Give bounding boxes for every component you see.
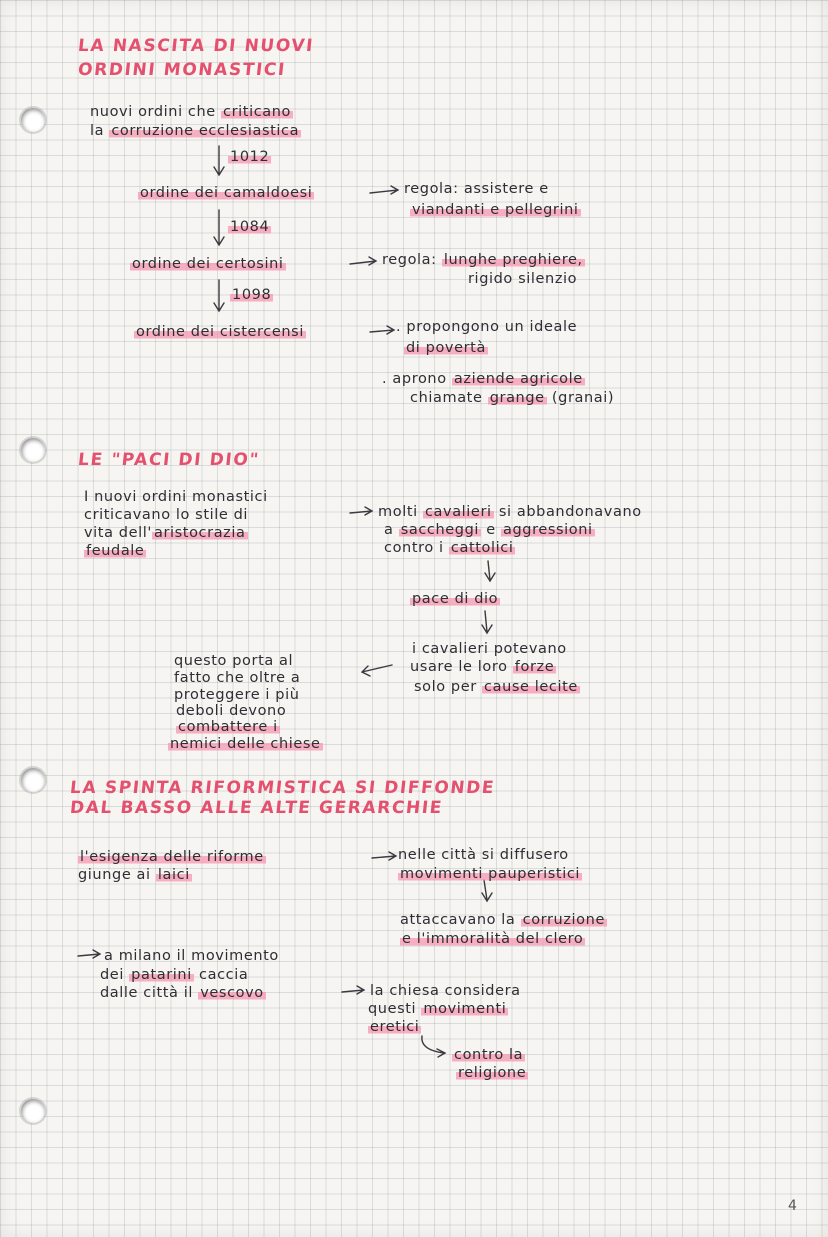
arrow-right-3 bbox=[370, 326, 394, 334]
rule-camaldoesi-line2 bbox=[410, 203, 581, 218]
arrow-curve-1 bbox=[422, 1036, 445, 1057]
s3-right-movimenti: movimenti pauperistici bbox=[400, 866, 581, 882]
s3-church-line1: la chiesa considera bbox=[370, 983, 521, 999]
s2-result-combattere: combattere i bbox=[178, 719, 278, 735]
s2-left-line2: criticavano lo stile di bbox=[84, 507, 249, 523]
s3-church-religione: religione bbox=[458, 1065, 527, 1081]
pace-di-dio-text: pace di dio bbox=[412, 591, 499, 607]
section1-title-line1: LA NASCITA DI NUOVI bbox=[77, 36, 316, 56]
s2-left-line3 bbox=[84, 526, 248, 541]
s2-left-line1: I nuovi ordini monastici bbox=[84, 489, 268, 505]
rule-certosini-label: regola: bbox=[382, 252, 442, 268]
rule-cistercensi-grange: grange bbox=[489, 390, 545, 406]
s3-church-movimenti: movimenti bbox=[423, 1001, 507, 1017]
year-1084 bbox=[228, 220, 271, 235]
section3-title-line2: DAL BASSO ALLE ALTE GERARCHIE bbox=[69, 798, 444, 818]
year-1084-text: 1084 bbox=[230, 219, 270, 235]
s3-milan-patarini: patarini bbox=[131, 967, 192, 983]
rule-certosini-line1 bbox=[382, 253, 585, 268]
rule-certosini-highlight: lunghe preghiere, bbox=[443, 252, 583, 268]
s3-church-line3 bbox=[368, 1020, 421, 1035]
pace-di-dio bbox=[410, 592, 500, 607]
section1-title-line2: ORDINI MONASTICI bbox=[77, 60, 287, 80]
s2-result-line3: proteggere i più bbox=[174, 687, 300, 703]
order-certosini bbox=[130, 257, 286, 272]
s3-church-contro: contro la bbox=[454, 1047, 524, 1063]
rule-cistercensi-aziende: aziende agricole bbox=[453, 371, 583, 387]
s2-right-line1 bbox=[378, 505, 642, 520]
s3-milan-line1: a milano il movimento bbox=[104, 948, 279, 964]
s2-knights-usare: usare le loro bbox=[410, 659, 513, 675]
year-1098 bbox=[230, 288, 273, 303]
s3-church-line5 bbox=[456, 1066, 528, 1081]
s2-result-line2: fatto che oltre a bbox=[174, 670, 301, 686]
rule-certosini-line2: rigido silenzio bbox=[468, 271, 578, 287]
s2-left-feudale: feudale bbox=[86, 543, 145, 559]
s3-right-line2 bbox=[398, 867, 582, 882]
order-certosini-text: ordine dei certosini bbox=[132, 256, 284, 272]
s2-right-line2 bbox=[384, 523, 595, 538]
arrow-right-4 bbox=[350, 507, 372, 515]
s2-left-vita: vita dell' bbox=[84, 525, 152, 541]
s3-church-eretici: eretici bbox=[370, 1019, 420, 1035]
s2-left-aristocrazia: aristocrazia bbox=[153, 525, 246, 541]
s2-right-line3 bbox=[384, 541, 515, 556]
s2-result-line4: deboli devono bbox=[176, 703, 287, 719]
s3-attack-immoralita: e l'immoralità del clero bbox=[402, 931, 584, 947]
s3-left-laici: laici bbox=[157, 867, 190, 883]
order-camaldoesi bbox=[138, 186, 314, 201]
s3-attack-line1 bbox=[400, 913, 607, 928]
s3-church-questi: questi bbox=[368, 1001, 422, 1017]
s3-left-line2 bbox=[78, 868, 192, 883]
s2-knights-line1: i cavalieri potevano bbox=[412, 641, 567, 657]
s2-knights-forze: forze bbox=[514, 659, 555, 675]
arrow-right-1 bbox=[370, 186, 398, 194]
order-camaldoesi-text: ordine dei camaldoesi bbox=[140, 185, 313, 201]
s2-right-e: e bbox=[481, 522, 501, 538]
arrow-down-1 bbox=[214, 146, 224, 175]
s2-right-a: a bbox=[384, 522, 399, 538]
s3-church-line4 bbox=[452, 1048, 525, 1063]
section3-title-line1: LA SPINTA RIFORMISTICA SI DIFFONDE bbox=[69, 778, 497, 798]
s3-left-giunge: giunge ai bbox=[78, 867, 156, 883]
s3-church-line2 bbox=[368, 1002, 508, 1017]
s2-knights-solo: solo per bbox=[414, 679, 483, 695]
s2-right-saccheggi: saccheggi bbox=[400, 522, 480, 538]
s2-right-cattolici: cattolici bbox=[450, 540, 514, 556]
intro-line1 bbox=[90, 105, 293, 120]
s3-milan-vescovo: vescovo bbox=[200, 985, 264, 1001]
s2-right-molti: molti bbox=[378, 504, 423, 520]
arrow-down-3 bbox=[214, 280, 224, 311]
s3-attack-corruzione: corruzione bbox=[522, 912, 605, 928]
rule-cistercensi-chiamate: chiamate bbox=[410, 390, 488, 406]
s2-knights-cause: cause lecite bbox=[484, 679, 578, 695]
s2-left-line4 bbox=[84, 544, 146, 559]
page-number: 4 bbox=[788, 1198, 797, 1214]
arrow-right-2 bbox=[350, 257, 376, 265]
order-cistercensi bbox=[134, 325, 306, 340]
intro-highlight-criticano: criticano bbox=[223, 104, 292, 120]
rule-cistercensi-aprono: . aprono bbox=[382, 371, 452, 387]
s3-milan-dei: dei bbox=[100, 967, 130, 983]
year-1012-text: 1012 bbox=[230, 149, 270, 165]
rule-cistercensi-line2 bbox=[404, 341, 488, 356]
s2-knights-line3 bbox=[414, 680, 580, 695]
arrow-right-5 bbox=[372, 852, 396, 860]
year-1098-text: 1098 bbox=[232, 287, 272, 303]
s2-right-cavalieri: cavalieri bbox=[424, 504, 492, 520]
s2-right-aggressioni: aggressioni bbox=[503, 522, 593, 538]
arrow-right-6 bbox=[78, 950, 100, 958]
s3-left-line1 bbox=[78, 850, 266, 865]
s2-result-nemici: nemici delle chiese bbox=[170, 736, 321, 752]
rule-cistercensi-line3 bbox=[382, 372, 585, 387]
intro-line2 bbox=[90, 124, 301, 139]
arrow-left-1 bbox=[362, 665, 392, 676]
s2-right-abbandonavano: si abbandonavano bbox=[493, 504, 642, 520]
rule-cistercensi-line1: . propongono un ideale bbox=[396, 319, 578, 335]
arrow-down-2 bbox=[214, 210, 224, 245]
s3-milan-line3 bbox=[100, 986, 266, 1001]
year-1012 bbox=[228, 150, 271, 165]
intro-highlight-corruzione: corruzione ecclesiastica bbox=[111, 123, 300, 139]
order-cistercensi-text: ordine dei cistercensi bbox=[136, 324, 304, 340]
s2-result-line5 bbox=[176, 720, 280, 735]
rule-cistercensi-granai: (granai) bbox=[546, 390, 615, 406]
rule-cistercensi-poverta: di povertà bbox=[406, 340, 486, 356]
s3-attack-line2 bbox=[400, 932, 585, 947]
intro-text-a: nuovi ordini che bbox=[90, 104, 222, 120]
intro-text-c: la bbox=[90, 123, 110, 139]
section2-title: LE "PACI DI DIO" bbox=[77, 450, 261, 470]
rule-camaldoesi-highlight: viandanti e pellegrini bbox=[412, 202, 579, 218]
rule-cistercensi-line4 bbox=[410, 391, 614, 406]
s3-milan-dalle: dalle città il bbox=[100, 985, 199, 1001]
s3-attack-attaccavano: attaccavano la bbox=[400, 912, 521, 928]
s3-right-line1: nelle città si diffusero bbox=[398, 847, 569, 863]
s2-right-contro: contro i bbox=[384, 540, 449, 556]
arrow-down-4 bbox=[485, 561, 495, 581]
s3-milan-caccia: caccia bbox=[193, 967, 249, 983]
arrow-right-7 bbox=[342, 986, 364, 994]
s3-left-esigenza: l'esigenza delle riforme bbox=[80, 849, 264, 865]
rule-camaldoesi-line1: regola: assistere e bbox=[404, 181, 549, 197]
s3-milan-line2 bbox=[100, 968, 248, 983]
s2-result-line1: questo porta al bbox=[174, 653, 294, 669]
s2-knights-line2 bbox=[410, 660, 556, 675]
arrow-down-6 bbox=[482, 880, 492, 901]
arrow-down-5 bbox=[482, 611, 492, 633]
s2-result-line6 bbox=[168, 737, 323, 752]
